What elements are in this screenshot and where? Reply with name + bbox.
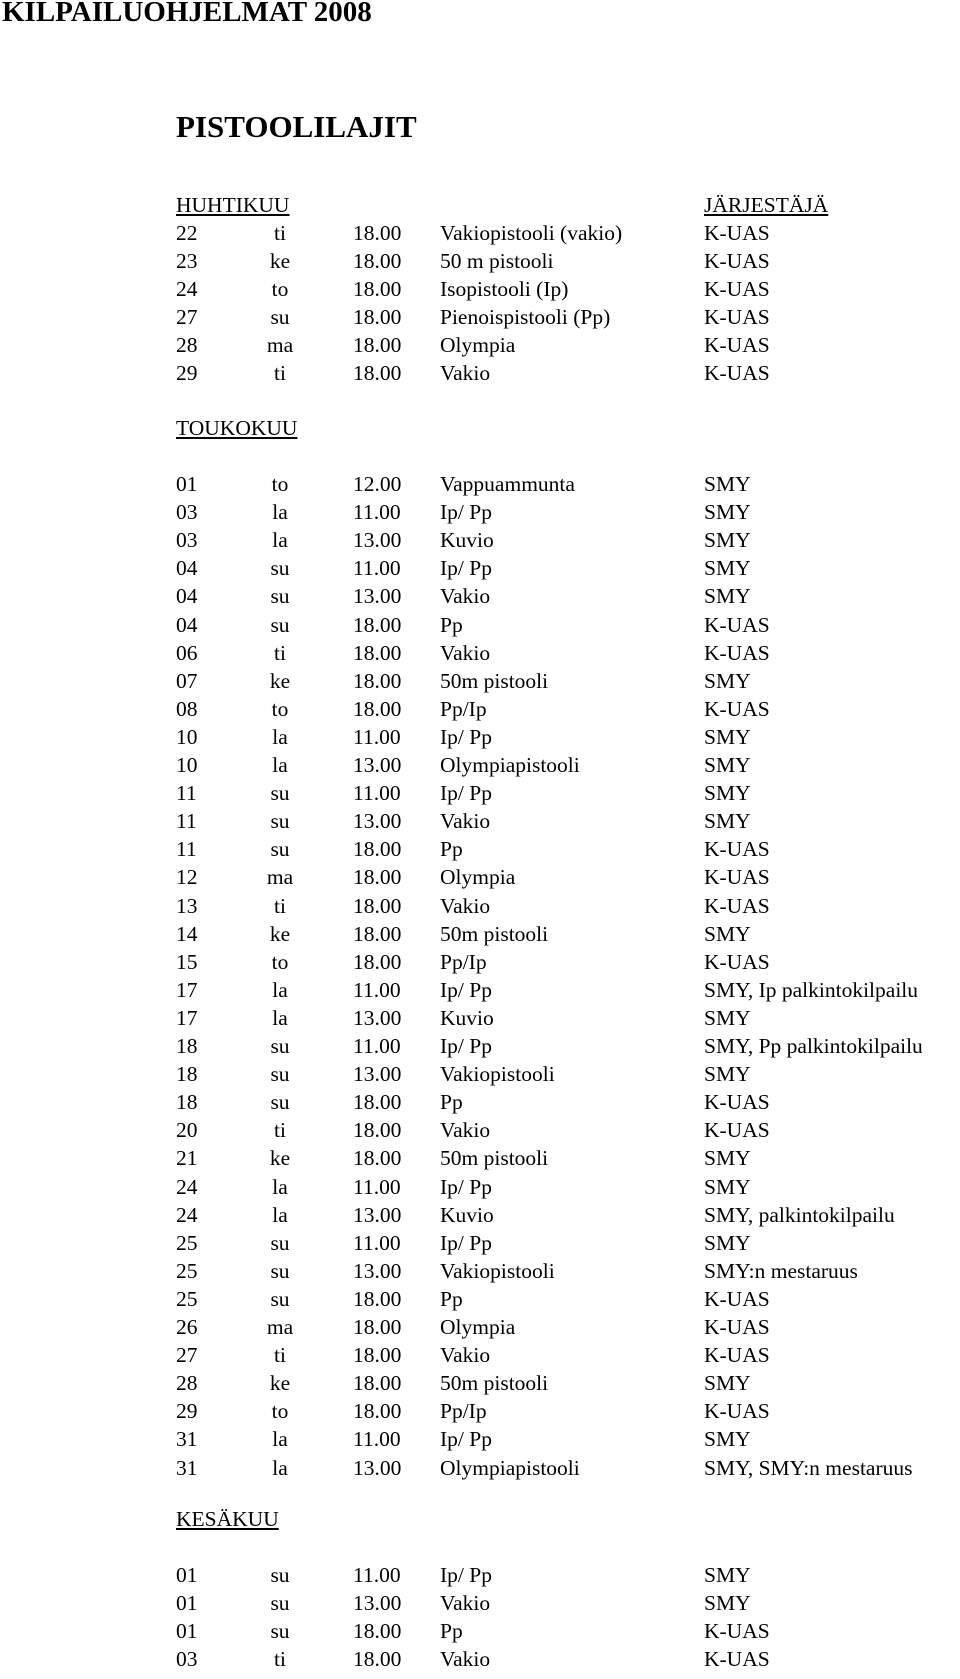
- row-organizer: K-UAS: [704, 1118, 770, 1142]
- schedule-row: [0, 1088, 960, 1116]
- row-day: 28: [176, 1371, 198, 1395]
- row-weekday: la: [272, 1427, 288, 1451]
- row-weekday: la: [272, 725, 288, 749]
- row-organizer: K-UAS: [704, 1399, 770, 1423]
- row-event: Ip/ Pp: [440, 781, 492, 805]
- row-organizer: K-UAS: [704, 249, 770, 273]
- row-event: Pp: [440, 1090, 463, 1114]
- row-time: 13.00: [353, 753, 402, 777]
- schedule-row: [0, 1173, 960, 1201]
- row-time: 18.00: [353, 641, 402, 665]
- row-day: 24: [176, 1203, 198, 1227]
- row-event: Pp/Ip: [440, 950, 487, 974]
- schedule-row: [0, 835, 960, 863]
- row-weekday: ti: [274, 1343, 286, 1367]
- row-event: Kuvio: [440, 1203, 494, 1227]
- row-organizer: K-UAS: [704, 837, 770, 861]
- row-weekday: su: [270, 1231, 290, 1255]
- row-day: 04: [176, 584, 198, 608]
- schedule-row: [0, 554, 960, 582]
- row-organizer: SMY: [704, 528, 751, 552]
- schedule-row: [0, 1454, 960, 1482]
- row-event: Pp: [440, 1287, 463, 1311]
- row-organizer: SMY: [704, 725, 751, 749]
- schedule-row: [0, 1341, 960, 1369]
- row-event: 50m pistooli: [440, 922, 549, 946]
- row-time: 11.00: [353, 1175, 401, 1199]
- row-event: Vakio: [440, 1118, 491, 1142]
- row-event: Pp: [440, 837, 463, 861]
- row-event: Ip/ Pp: [440, 1175, 492, 1199]
- row-event: Ip/ Pp: [440, 1231, 492, 1255]
- row-organizer: SMY, palkintokilpailu: [704, 1203, 895, 1227]
- row-day: 24: [176, 1175, 198, 1199]
- row-organizer: K-UAS: [704, 333, 770, 357]
- schedule-row: [0, 582, 960, 610]
- row-weekday: su: [270, 809, 290, 833]
- row-organizer: K-UAS: [704, 361, 770, 385]
- row-weekday: la: [272, 500, 288, 524]
- row-time: 18.00: [353, 894, 402, 918]
- row-weekday: su: [270, 1287, 290, 1311]
- schedule-row: [0, 1645, 960, 1673]
- row-time: 13.00: [353, 584, 402, 608]
- row-event: Olympiapistooli: [440, 753, 580, 777]
- row-event: 50m pistooli: [440, 1371, 549, 1395]
- schedule-row: [0, 723, 960, 751]
- row-event: Ip/ Pp: [440, 1427, 492, 1451]
- row-weekday: su: [270, 837, 290, 861]
- row-event: Vakio: [440, 1591, 491, 1615]
- row-time: 18.00: [353, 333, 402, 357]
- schedule-row: [0, 219, 960, 247]
- row-event: Vakiopistooli (vakio): [440, 221, 623, 245]
- row-organizer: SMY:n mestaruus: [704, 1259, 858, 1283]
- row-weekday: ke: [269, 922, 291, 946]
- schedule-row: [0, 331, 960, 359]
- row-weekday: la: [272, 978, 288, 1002]
- row-day: 18: [176, 1034, 198, 1058]
- row-weekday: to: [271, 950, 289, 974]
- row-time: 18.00: [353, 1399, 402, 1423]
- row-weekday: ti: [274, 361, 286, 385]
- row-organizer: K-UAS: [704, 697, 770, 721]
- row-weekday: to: [271, 1399, 289, 1423]
- row-day: 22: [176, 221, 198, 245]
- row-day: 15: [176, 950, 198, 974]
- row-organizer: K-UAS: [704, 1619, 770, 1643]
- schedule-row: [0, 639, 960, 667]
- row-weekday: la: [272, 1456, 288, 1480]
- row-time: 18.00: [353, 613, 402, 637]
- row-day: 14: [176, 922, 198, 946]
- row-time: 13.00: [353, 809, 402, 833]
- schedule-row: [0, 1032, 960, 1060]
- row-time: 13.00: [353, 1259, 402, 1283]
- row-event: Vakio: [440, 584, 491, 608]
- row-time: 13.00: [353, 1456, 402, 1480]
- row-weekday: la: [272, 1175, 288, 1199]
- row-event: Vakio: [440, 894, 491, 918]
- schedule-row: [0, 275, 960, 303]
- row-time: 13.00: [353, 1591, 402, 1615]
- row-time: 18.00: [353, 950, 402, 974]
- row-weekday: ti: [274, 894, 286, 918]
- row-weekday: su: [270, 584, 290, 608]
- month-heading: KESÄKUU: [176, 1507, 279, 1531]
- row-event: Vakio: [440, 1647, 491, 1671]
- schedule-row: [0, 807, 960, 835]
- row-event: Pp/Ip: [440, 697, 487, 721]
- row-day: 13: [176, 894, 198, 918]
- row-weekday: ke: [269, 669, 291, 693]
- row-weekday: la: [272, 753, 288, 777]
- row-organizer: K-UAS: [704, 865, 770, 889]
- row-organizer: K-UAS: [704, 277, 770, 301]
- row-organizer: SMY: [704, 472, 751, 496]
- schedule-row: [0, 498, 960, 526]
- row-weekday: su: [270, 1619, 290, 1643]
- row-event: Isopistooli (Ip): [440, 277, 569, 301]
- row-time: 18.00: [353, 1343, 402, 1367]
- row-weekday: to: [271, 277, 289, 301]
- row-day: 03: [176, 528, 198, 552]
- row-organizer: K-UAS: [704, 1647, 770, 1671]
- row-event: Ip/ Pp: [440, 500, 492, 524]
- row-event: 50 m pistooli: [440, 249, 554, 273]
- row-time: 11.00: [353, 978, 401, 1002]
- row-event: Pp/Ip: [440, 1399, 487, 1423]
- row-day: 31: [176, 1456, 198, 1480]
- row-organizer: K-UAS: [704, 1287, 770, 1311]
- row-day: 24: [176, 277, 198, 301]
- row-day: 29: [176, 361, 198, 385]
- row-day: 20: [176, 1118, 198, 1142]
- row-organizer: K-UAS: [704, 1090, 770, 1114]
- row-event: Pienoispistooli (Pp): [440, 305, 611, 329]
- row-organizer: SMY: [704, 556, 751, 580]
- row-weekday: ke: [269, 249, 291, 273]
- row-organizer: SMY: [704, 922, 751, 946]
- row-event: Vakio: [440, 1343, 491, 1367]
- row-organizer: SMY: [704, 584, 751, 608]
- row-weekday: la: [272, 528, 288, 552]
- section-title: PISTOOLILAJIT: [176, 109, 417, 144]
- schedule-row: [0, 611, 960, 639]
- row-event: Pp: [440, 613, 463, 637]
- schedule-row: [0, 1060, 960, 1088]
- row-day: 04: [176, 613, 198, 637]
- row-day: 10: [176, 725, 198, 749]
- row-event: Vappuammunta: [440, 472, 575, 496]
- row-day: 25: [176, 1259, 198, 1283]
- row-time: 18.00: [353, 305, 402, 329]
- row-day: 18: [176, 1090, 198, 1114]
- row-day: 25: [176, 1231, 198, 1255]
- row-day: 11: [176, 809, 197, 833]
- row-day: 04: [176, 556, 198, 580]
- row-organizer: SMY: [704, 753, 751, 777]
- schedule-row: [0, 247, 960, 275]
- row-time: 18.00: [353, 1090, 402, 1114]
- row-organizer: K-UAS: [704, 613, 770, 637]
- row-day: 17: [176, 1006, 198, 1030]
- row-organizer: SMY: [704, 1175, 751, 1199]
- row-weekday: ke: [269, 1371, 291, 1395]
- row-event: Ip/ Pp: [440, 556, 492, 580]
- row-weekday: su: [270, 781, 290, 805]
- schedule-row: [0, 1561, 960, 1589]
- schedule-row: [0, 1257, 960, 1285]
- row-day: 26: [176, 1315, 198, 1339]
- row-time: 11.00: [353, 1034, 401, 1058]
- row-weekday: ti: [274, 1118, 286, 1142]
- schedule-row: [0, 1617, 960, 1645]
- row-time: 18.00: [353, 865, 402, 889]
- row-time: 18.00: [353, 249, 402, 273]
- row-time: 13.00: [353, 1062, 402, 1086]
- row-organizer: SMY, Pp palkintokilpailu: [704, 1034, 923, 1058]
- row-day: 27: [176, 305, 198, 329]
- row-time: 18.00: [353, 1647, 402, 1671]
- row-time: 18.00: [353, 669, 402, 693]
- row-day: 07: [176, 669, 198, 693]
- row-day: 21: [176, 1146, 198, 1170]
- schedule-row: [0, 667, 960, 695]
- row-event: 50m pistooli: [440, 669, 549, 693]
- row-day: 11: [176, 837, 197, 861]
- row-time: 18.00: [353, 837, 402, 861]
- row-time: 12.00: [353, 472, 402, 496]
- row-weekday: ti: [274, 641, 286, 665]
- month-heading: TOUKOKUU: [176, 416, 298, 440]
- row-event: Ip/ Pp: [440, 725, 492, 749]
- row-day: 23: [176, 249, 198, 273]
- row-time: 13.00: [353, 1006, 402, 1030]
- row-organizer: SMY: [704, 1371, 751, 1395]
- row-time: 11.00: [353, 725, 401, 749]
- row-event: Ip/ Pp: [440, 978, 492, 1002]
- row-organizer: SMY: [704, 1006, 751, 1030]
- row-day: 01: [176, 1619, 198, 1643]
- schedule-row: [0, 1397, 960, 1425]
- row-time: 18.00: [353, 922, 402, 946]
- row-organizer: SMY: [704, 1062, 751, 1086]
- row-event: Kuvio: [440, 528, 494, 552]
- row-day: 29: [176, 1399, 198, 1423]
- row-day: 17: [176, 978, 198, 1002]
- row-day: 31: [176, 1427, 198, 1451]
- row-time: 18.00: [353, 1146, 402, 1170]
- schedule-row: [0, 1589, 960, 1617]
- row-day: 01: [176, 1591, 198, 1615]
- row-weekday: su: [270, 305, 290, 329]
- schedule-row: [0, 1201, 960, 1229]
- row-weekday: la: [272, 1203, 288, 1227]
- row-organizer: K-UAS: [704, 221, 770, 245]
- schedule-row: [0, 303, 960, 331]
- row-day: 03: [176, 500, 198, 524]
- row-weekday: su: [270, 1591, 290, 1615]
- row-weekday: su: [270, 613, 290, 637]
- row-day: 10: [176, 753, 198, 777]
- schedule-row: [0, 1229, 960, 1257]
- row-organizer: SMY, Ip palkintokilpailu: [704, 978, 919, 1002]
- row-weekday: su: [270, 1062, 290, 1086]
- row-weekday: ti: [274, 1647, 286, 1671]
- row-day: 18: [176, 1062, 198, 1086]
- schedule-row: [0, 751, 960, 779]
- row-weekday: la: [272, 1006, 288, 1030]
- schedule-row: [0, 1004, 960, 1032]
- row-event: Vakiopistooli: [440, 1259, 555, 1283]
- row-weekday: ma: [266, 865, 294, 889]
- row-time: 18.00: [353, 1118, 402, 1142]
- row-event: Vakio: [440, 361, 491, 385]
- row-weekday: to: [271, 472, 289, 496]
- row-weekday: su: [270, 556, 290, 580]
- row-event: Olympia: [440, 865, 516, 889]
- row-time: 18.00: [353, 277, 402, 301]
- row-organizer: K-UAS: [704, 1315, 770, 1339]
- row-time: 18.00: [353, 1619, 402, 1643]
- row-time: 18.00: [353, 1315, 402, 1339]
- row-time: 11.00: [353, 1427, 401, 1451]
- row-weekday: to: [271, 697, 289, 721]
- schedule-row: [0, 1369, 960, 1397]
- document-title: KILPAILUOHJELMAT 2008: [2, 0, 372, 28]
- schedule-row: [0, 948, 960, 976]
- schedule-row: [0, 359, 960, 387]
- schedule-row: [0, 1425, 960, 1453]
- row-time: 11.00: [353, 1563, 401, 1587]
- row-organizer: SMY: [704, 1231, 751, 1255]
- row-time: 13.00: [353, 528, 402, 552]
- row-organizer: K-UAS: [704, 950, 770, 974]
- row-time: 11.00: [353, 1231, 401, 1255]
- row-event: Kuvio: [440, 1006, 494, 1030]
- row-organizer: SMY: [704, 781, 751, 805]
- row-event: Pp: [440, 1619, 463, 1643]
- row-organizer: K-UAS: [704, 641, 770, 665]
- row-organizer: SMY, SMY:n mestaruus: [704, 1456, 913, 1480]
- schedule-row: [0, 779, 960, 807]
- row-time: 18.00: [353, 697, 402, 721]
- row-event: Vakio: [440, 641, 491, 665]
- row-event: Ip/ Pp: [440, 1563, 492, 1587]
- organizer-column-header: JÄRJESTÄJÄ: [704, 193, 829, 217]
- schedule-row: [0, 920, 960, 948]
- row-time: 18.00: [353, 361, 402, 385]
- row-organizer: SMY: [704, 1427, 751, 1451]
- row-day: 08: [176, 697, 198, 721]
- row-weekday: su: [270, 1090, 290, 1114]
- schedule-row: [0, 1116, 960, 1144]
- row-weekday: su: [270, 1563, 290, 1587]
- schedule-row: [0, 526, 960, 554]
- schedule-row: [0, 470, 960, 498]
- row-event: Vakiopistooli: [440, 1062, 555, 1086]
- row-weekday: su: [270, 1034, 290, 1058]
- row-day: 03: [176, 1647, 198, 1671]
- row-weekday: ma: [266, 1315, 294, 1339]
- schedule-row: [0, 1285, 960, 1313]
- row-weekday: ma: [266, 333, 294, 357]
- month-heading: HUHTIKUU: [176, 193, 290, 217]
- schedule-row: [0, 976, 960, 1004]
- row-day: 27: [176, 1343, 198, 1367]
- row-day: 12: [176, 865, 198, 889]
- row-organizer: SMY: [704, 809, 751, 833]
- schedule-row: [0, 1144, 960, 1172]
- row-event: Vakio: [440, 809, 491, 833]
- row-organizer: SMY: [704, 1591, 751, 1615]
- row-event: Olympia: [440, 1315, 516, 1339]
- row-time: 13.00: [353, 1203, 402, 1227]
- row-weekday: su: [270, 1259, 290, 1283]
- row-organizer: SMY: [704, 1146, 751, 1170]
- row-time: 11.00: [353, 556, 401, 580]
- row-day: 01: [176, 1563, 198, 1587]
- row-organizer: SMY: [704, 669, 751, 693]
- row-day: 01: [176, 472, 198, 496]
- row-event: Olympia: [440, 333, 516, 357]
- row-day: 28: [176, 333, 198, 357]
- row-weekday: ke: [269, 1146, 291, 1170]
- row-event: Ip/ Pp: [440, 1034, 492, 1058]
- row-organizer: K-UAS: [704, 894, 770, 918]
- row-time: 11.00: [353, 781, 401, 805]
- row-organizer: K-UAS: [704, 1343, 770, 1367]
- row-organizer: SMY: [704, 1563, 751, 1587]
- row-time: 18.00: [353, 1287, 402, 1311]
- row-time: 18.00: [353, 221, 402, 245]
- schedule-row: [0, 695, 960, 723]
- schedule-row: [0, 892, 960, 920]
- schedule-row: [0, 863, 960, 891]
- row-organizer: SMY: [704, 500, 751, 524]
- row-organizer: K-UAS: [704, 305, 770, 329]
- schedule-row: [0, 1313, 960, 1341]
- row-day: 25: [176, 1287, 198, 1311]
- row-event: 50m pistooli: [440, 1146, 549, 1170]
- row-event: Olympiapistooli: [440, 1456, 580, 1480]
- row-day: 06: [176, 641, 198, 665]
- row-time: 11.00: [353, 500, 401, 524]
- row-time: 18.00: [353, 1371, 402, 1395]
- row-day: 11: [176, 781, 197, 805]
- row-weekday: ti: [274, 221, 286, 245]
